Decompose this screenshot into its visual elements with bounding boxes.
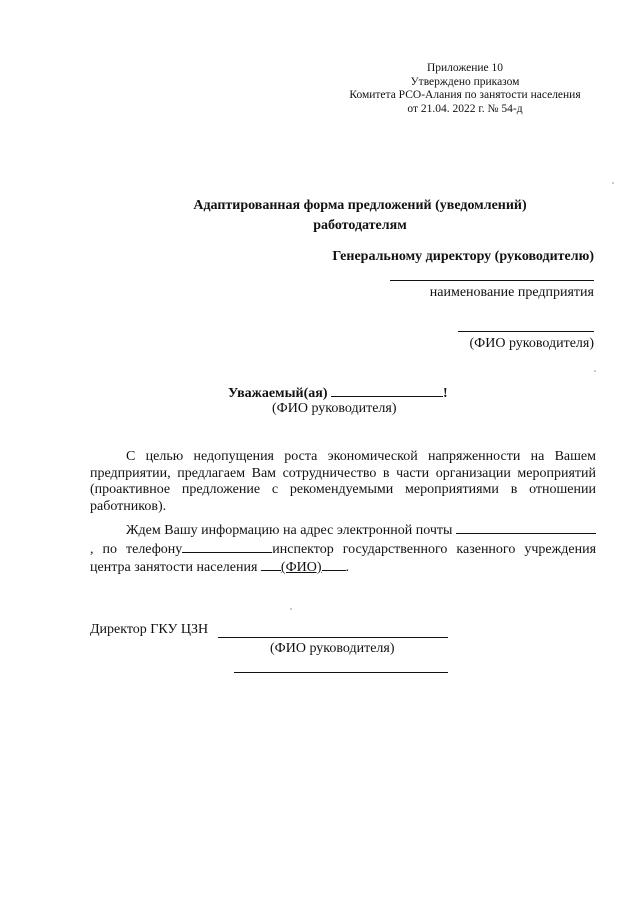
director-label: Директор ГКУ ЦЗН	[90, 622, 209, 637]
greeting-name-blank	[331, 384, 443, 397]
form-title-line2: работодателям	[313, 218, 407, 233]
bottom-signature-line	[234, 672, 448, 673]
fio-blank-right	[322, 558, 346, 571]
addressee-fio-line	[458, 331, 594, 332]
form-title-line1: Адаптированная форма предложений (уведомлений)	[193, 198, 527, 213]
director-signature-line	[218, 637, 448, 638]
phone-blank	[182, 540, 272, 553]
email-blank	[456, 521, 596, 534]
addressee-heading: Генеральному директору (руководителю)	[332, 249, 594, 264]
greeting-fio-caption: (ФИО руководителя)	[272, 401, 397, 416]
p2-text-phone: , по телефону	[90, 541, 183, 557]
scan-speck	[612, 182, 614, 184]
body-paragraph-2	[90, 521, 596, 577]
p2-text-email: Ждем Вашу информацию на адрес электронной почты	[126, 523, 453, 538]
fio-blank-left	[261, 558, 281, 571]
form-title	[120, 196, 600, 236]
director-fio-caption: (ФИО руководителя)	[270, 641, 395, 656]
p2-end: .	[345, 560, 350, 575]
enterprise-name-line	[390, 280, 594, 281]
scan-speck	[594, 370, 596, 372]
inspector-fio: (ФИО)	[280, 560, 322, 575]
approval-stamp	[340, 62, 590, 116]
greeting-line	[228, 384, 448, 402]
enterprise-name-caption: наименование предприятия	[429, 285, 594, 300]
stamp-order-date-line: от 21.04. 2022 г. № 54-д	[407, 102, 523, 115]
addressee-fio-caption: (ФИО руководителя)	[469, 336, 594, 351]
scan-speck	[290, 608, 292, 610]
greeting-text: Уважаемый(ая)	[228, 386, 328, 401]
stamp-committee-line: Комитета РСО-Алания по занятости населения	[349, 89, 581, 101]
greeting-exclamation: !	[442, 386, 448, 401]
body-paragraph-1: С целью недопущения роста экономической напряженности на Вашем предприятии, предлагаем Вам сотрудничество в части организации мероприятий (проактивное предложение с рекомендуемыми мероприятиями в отношении работников).	[90, 449, 596, 514]
p2-text-inspector: инспектор государственного казенного учреждения центра занятости населения	[90, 541, 597, 575]
stamp-appendix-line: Приложение 10	[426, 62, 504, 74]
stamp-approved-line: Утверждено приказом	[410, 75, 520, 88]
